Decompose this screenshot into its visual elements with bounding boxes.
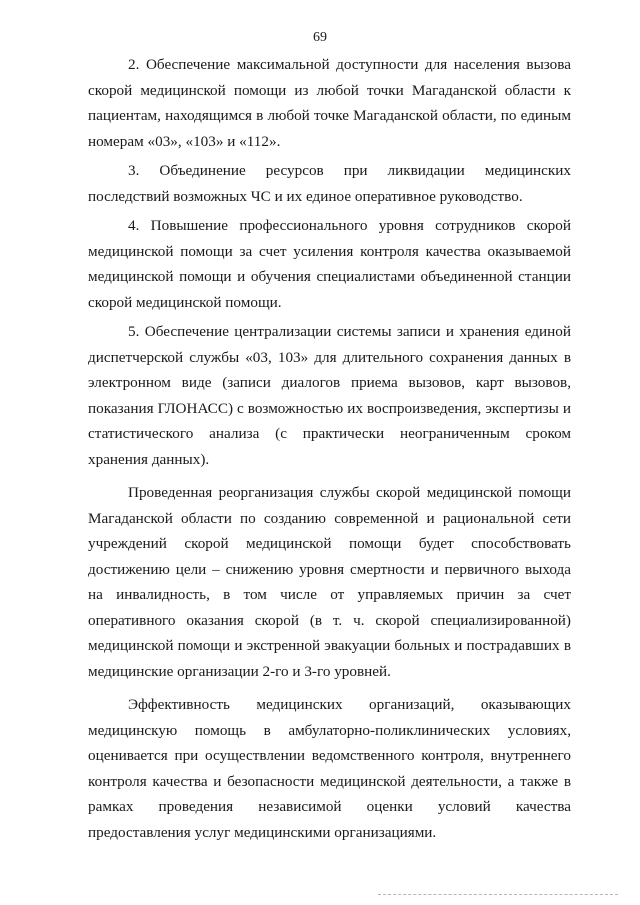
paragraph-item-5: 5. Обеспечение централизации системы записи и хранения единой диспетчерской службы «03, 103» для длительного сохранения данных в электронном виде (записи диалогов приема вызовов, карт вызовов, показания ГЛОНАСС) с возможностью их воспроизведения, экспертизы и статистического анализа (с практически неограниченным сроком хранения данных). — [88, 323, 571, 468]
page-number: 69 — [313, 30, 327, 45]
paragraph-reorganization: Проведенная реорганизация службы скорой медицинской помощи Магаданской области по созданию современной и рациональной сети учреждений скорой медицинской помощи будет способствовать достижению цели – снижению уровня смертности и первичного выхода на инвалидность, в том числе от управляемых причин за счет оперативного оказания скорой (в т. ч. скорой специализированной) медицинской помощи и экстренной эвакуации больных и пострадавших в медицинские организации 2-го и 3-го уровней. — [88, 484, 571, 680]
document-body — [88, 52, 571, 849]
paragraph-item-4: 4. Повышение профессионального уровня сотрудников скорой медицинской помощи за счет усиления контроля качества оказываемой медицинской помощи и обучения специалистами объединенной станции скорой медицинской помощи. — [88, 217, 571, 311]
paragraph-item-3: 3. Объединение ресурсов при ликвидации медицинских последствий возможных ЧС и их единое оперативное руководство. — [88, 162, 571, 205]
paragraph-efficiency: Эффективность медицинских организаций, оказывающих медицинскую помощь в амбулаторно-поликлинических условиях, оценивается при осуществлении ведомственного контроля, внутреннего контроля качества и безопасности медицинской деятельности, а также в рамках проведения независимой оценки условий качества предоставления услуг медицинскими организациями. — [88, 696, 571, 841]
footer-divider — [378, 894, 618, 895]
paragraph-item-2: 2. Обеспечение максимальной доступности для населения вызова скорой медицинской помощи из любой точки Магаданской области к пациентам, находящимся в любой точке Магаданской области, по единым номерам «03», «103» и «112». — [88, 56, 571, 150]
